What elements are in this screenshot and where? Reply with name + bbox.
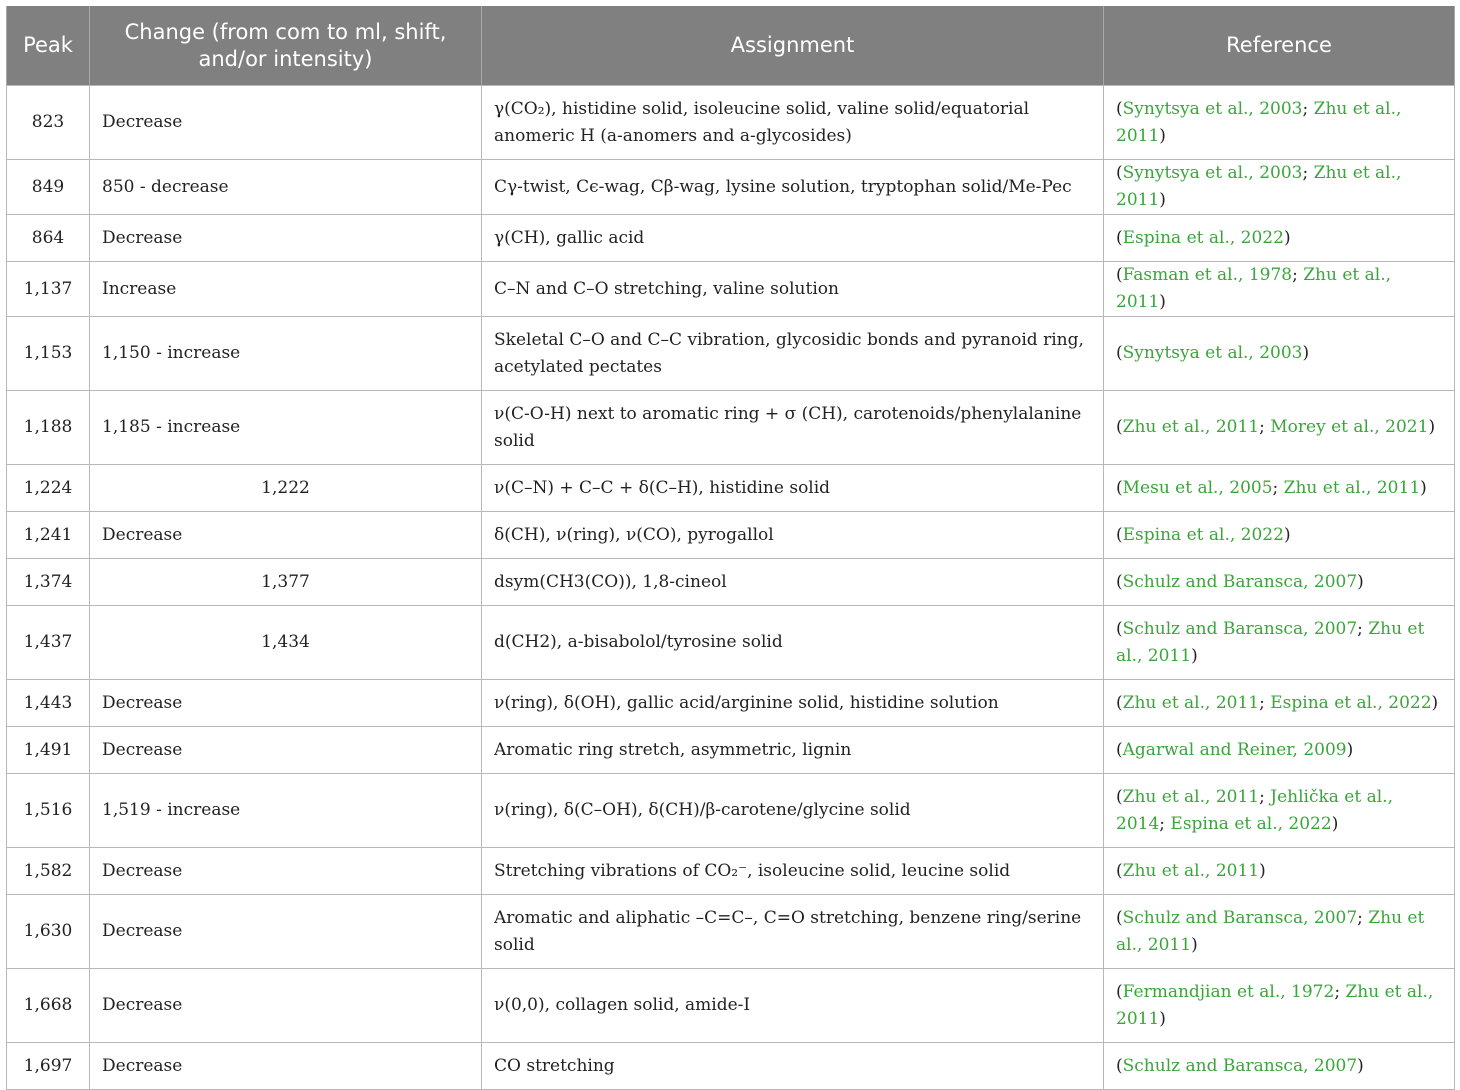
assignment-cell: dsym(CH3(CO)), 1,8-cineol (482, 559, 1104, 606)
assignment-cell: δ(CH), ν(ring), ν(CO), pyrogallol (482, 512, 1104, 559)
table-row (7, 512, 1455, 559)
table-row (7, 160, 1455, 215)
peak-cell: 1,630 (7, 895, 90, 969)
citation-link[interactable]: Zhu et al., 2011 (1283, 477, 1421, 498)
peak-cell: 1,374 (7, 559, 90, 606)
ref-separator: ; (1357, 907, 1369, 928)
citation-link[interactable]: Schulz and Baransca, 2007 (1122, 907, 1358, 928)
table-row (7, 680, 1455, 727)
citation-link[interactable]: Mesu et al., 2005 (1122, 477, 1273, 498)
citation-link[interactable]: Fasman et al., 1978 (1122, 265, 1293, 285)
assignment-cell: γ(CH), gallic acid (482, 215, 1104, 262)
citation-link[interactable]: Fermandjian et al., 1972 (1122, 981, 1335, 1002)
citation-link[interactable]: Zhu et al., 2011 (1122, 786, 1260, 807)
ref-paren: ( (1116, 692, 1123, 713)
citation-link[interactable]: Zhu et al., 2011 (1116, 981, 1434, 1029)
change-cell: Decrease (90, 969, 482, 1043)
assignment-cell: d(CH2), a-bisabolol/tyrosine solid (482, 606, 1104, 680)
table-row (7, 86, 1455, 160)
assignment-cell: Aromatic ring stretch, asymmetric, lignin (482, 727, 1104, 774)
ref-paren: ( (1116, 343, 1123, 363)
ref-paren: ) (1357, 571, 1364, 592)
ref-separator: ; (1302, 98, 1314, 119)
peak-cell: 1,491 (7, 727, 90, 774)
reference-cell (1104, 86, 1455, 160)
change-cell: 1,434 (90, 606, 482, 680)
citation-link[interactable]: Espina et al., 2022 (1122, 227, 1284, 248)
ref-paren: ( (1116, 860, 1123, 881)
citation-link[interactable]: Schulz and Baransca, 2007 (1122, 618, 1358, 639)
ref-paren: ( (1116, 786, 1123, 807)
change-cell: Decrease (90, 727, 482, 774)
assignment-cell: ν(ring), δ(OH), gallic acid/arginine solid, histidine solution (482, 680, 1104, 727)
ref-paren: ) (1191, 934, 1198, 955)
ref-paren: ) (1331, 813, 1339, 834)
peak-assignment-table (6, 6, 1455, 1090)
reference-cell (1104, 1043, 1455, 1090)
peak-cell: 1,668 (7, 969, 90, 1043)
change-cell: Decrease (90, 848, 482, 895)
reference-cell (1104, 774, 1455, 848)
peak-cell: 1,153 (7, 317, 90, 391)
peak-cell: 1,582 (7, 848, 90, 895)
citation-link[interactable]: Zhu et al., 2011 (1116, 98, 1402, 146)
citation-link[interactable]: Zhu et al., 2011 (1122, 692, 1260, 713)
ref-paren: ( (1116, 618, 1123, 639)
citation-link[interactable]: Espina et al., 2022 (1270, 692, 1432, 713)
peak-cell: 1,188 (7, 391, 90, 465)
assignment-cell: ν(ring), δ(C–OH), δ(CH)/β-carotene/glycine solid (482, 774, 1104, 848)
peak-cell: 1,224 (7, 465, 90, 512)
header-reference: Reference (1104, 6, 1455, 86)
table-row (7, 848, 1455, 895)
reference-cell (1104, 559, 1455, 606)
ref-paren: ( (1116, 524, 1123, 545)
peak-cell: 864 (7, 215, 90, 262)
ref-separator: ; (1259, 786, 1271, 807)
peak-cell: 1,697 (7, 1043, 90, 1090)
reference-cell (1104, 465, 1455, 512)
assignment-cell: ν(0,0), collagen solid, amide-I (482, 969, 1104, 1043)
table-row (7, 215, 1455, 262)
ref-paren: ) (1357, 1055, 1364, 1076)
reference-cell (1104, 262, 1455, 317)
citation-link[interactable]: Morey et al., 2021 (1270, 417, 1429, 437)
assignment-cell: Skeletal C–O and C–C vibration, glycosidic bonds and pyranoid ring, acetylated pectates (482, 317, 1104, 391)
reference-cell (1104, 391, 1455, 465)
table-row (7, 559, 1455, 606)
peak-cell: 1,137 (7, 262, 90, 317)
table-row (7, 1043, 1455, 1090)
peak-cell: 1,437 (7, 606, 90, 680)
table-row (7, 727, 1455, 774)
reference-cell (1104, 317, 1455, 391)
header-change: Change (from com to ml, shift, and/or intensity) (90, 6, 482, 86)
header-row (7, 6, 1455, 86)
ref-paren: ) (1420, 477, 1427, 498)
ref-separator: ; (1259, 417, 1271, 437)
ref-paren: ) (1159, 1008, 1166, 1029)
peak-cell: 823 (7, 86, 90, 160)
ref-separator: ; (1292, 265, 1304, 285)
ref-paren: ( (1116, 571, 1123, 592)
citation-link[interactable]: Zhu et al., 2011 (1122, 417, 1260, 437)
reference-cell (1104, 727, 1455, 774)
assignment-cell: C–N and C–O stretching, valine solution (482, 262, 1104, 317)
peak-cell: 849 (7, 160, 90, 215)
change-cell: Increase (90, 262, 482, 317)
ref-paren: ) (1428, 417, 1436, 437)
table-row (7, 774, 1455, 848)
table-row (7, 465, 1455, 512)
table-row (7, 317, 1455, 391)
assignment-cell: γ(CO₂), histidine solid, isoleucine solid, valine solid/equatorial anomeric H (a-anomers and a-glycosides) (482, 86, 1104, 160)
ref-paren: ( (1116, 417, 1123, 437)
reference-cell (1104, 215, 1455, 262)
ref-paren: ) (1283, 524, 1291, 545)
assignment-cell: CO stretching (482, 1043, 1104, 1090)
ref-paren: ) (1159, 190, 1166, 210)
reference-cell (1104, 680, 1455, 727)
citation-link[interactable]: Schulz and Baransca, 2007 (1122, 571, 1358, 592)
peak-cell: 1,443 (7, 680, 90, 727)
assignment-cell: Aromatic and aliphatic –C=C–, C=O stretching, benzene ring/serine solid (482, 895, 1104, 969)
citation-link[interactable]: Espina et al., 2022 (1122, 524, 1284, 545)
citation-link[interactable]: Synytsya et al., 2003 (1122, 343, 1303, 363)
change-cell: 1,150 - increase (90, 317, 482, 391)
citation-link[interactable]: Zhu et al., 2011 (1116, 618, 1425, 666)
ref-separator: ; (1159, 813, 1171, 834)
table-row (7, 262, 1455, 317)
citation-link[interactable]: Agarwal and Reiner, 2009 (1122, 739, 1347, 760)
citation-link[interactable]: Zhu et al., 2011 (1116, 163, 1402, 210)
ref-separator: ; (1357, 618, 1369, 639)
reference-cell (1104, 512, 1455, 559)
ref-paren: ( (1116, 163, 1123, 183)
change-cell: 1,185 - increase (90, 391, 482, 465)
change-cell: Decrease (90, 1043, 482, 1090)
reference-cell (1104, 895, 1455, 969)
change-cell: 1,377 (90, 559, 482, 606)
citation-link[interactable]: Zhu et al., 2011 (1116, 265, 1392, 312)
ref-paren: ( (1116, 739, 1123, 760)
ref-paren: ) (1431, 692, 1439, 713)
change-cell: Decrease (90, 86, 482, 160)
change-cell: 850 - decrease (90, 160, 482, 215)
citation-link[interactable]: Synytsya et al., 2003 (1122, 98, 1303, 119)
citation-link[interactable]: Zhu et al., 2011 (1116, 907, 1425, 955)
table-row (7, 969, 1455, 1043)
ref-paren: ( (1116, 1055, 1123, 1076)
assignment-cell: ν(C–N) + C–C + δ(C–H), histidine solid (482, 465, 1104, 512)
ref-paren: ) (1159, 125, 1166, 146)
ref-separator: ; (1272, 477, 1284, 498)
reference-cell (1104, 848, 1455, 895)
table-row (7, 606, 1455, 680)
ref-paren: ) (1259, 860, 1266, 881)
citation-link[interactable]: Schulz and Baransca, 2007 (1122, 1055, 1358, 1076)
table-row (7, 391, 1455, 465)
ref-paren: ( (1116, 265, 1123, 285)
reference-cell (1104, 606, 1455, 680)
ref-paren: ) (1346, 739, 1354, 760)
ref-separator: ; (1334, 981, 1346, 1002)
ref-paren: ( (1116, 227, 1123, 248)
header-assignment: Assignment (482, 6, 1104, 86)
change-cell: 1,222 (90, 465, 482, 512)
citation-link[interactable]: Jehlička et al., 2014 (1116, 786, 1393, 834)
ref-paren: ( (1116, 907, 1123, 928)
change-cell: Decrease (90, 215, 482, 262)
ref-paren: ( (1116, 981, 1123, 1002)
reference-cell (1104, 969, 1455, 1043)
change-cell: Decrease (90, 512, 482, 559)
citation-link[interactable]: Synytsya et al., 2003 (1122, 163, 1303, 183)
change-cell: 1,519 - increase (90, 774, 482, 848)
ref-separator: ; (1259, 692, 1271, 713)
peak-cell: 1,241 (7, 512, 90, 559)
ref-paren: ) (1283, 227, 1291, 248)
peak-cell: 1,516 (7, 774, 90, 848)
ref-paren: ) (1191, 645, 1198, 666)
header-peak: Peak (7, 6, 90, 86)
ref-paren: ) (1159, 292, 1166, 312)
ref-paren: ) (1302, 343, 1310, 363)
ref-separator: ; (1302, 163, 1314, 183)
assignment-cell: Cγ-twist, Cϵ-wag, Cβ-wag, lysine solution, tryptophan solid/Me-Pec (482, 160, 1104, 215)
table-row (7, 895, 1455, 969)
change-cell: Decrease (90, 895, 482, 969)
citation-link[interactable]: Espina et al., 2022 (1170, 813, 1332, 834)
ref-paren: ( (1116, 477, 1123, 498)
assignment-cell: ν(C-O-H) next to aromatic ring + σ (CH), carotenoids/phenylalanine solid (482, 391, 1104, 465)
citation-link[interactable]: Zhu et al., 2011 (1122, 860, 1260, 881)
assignment-cell: Stretching vibrations of CO₂⁻, isoleucine solid, leucine solid (482, 848, 1104, 895)
reference-cell (1104, 160, 1455, 215)
ref-paren: ( (1116, 98, 1123, 119)
change-cell: Decrease (90, 680, 482, 727)
